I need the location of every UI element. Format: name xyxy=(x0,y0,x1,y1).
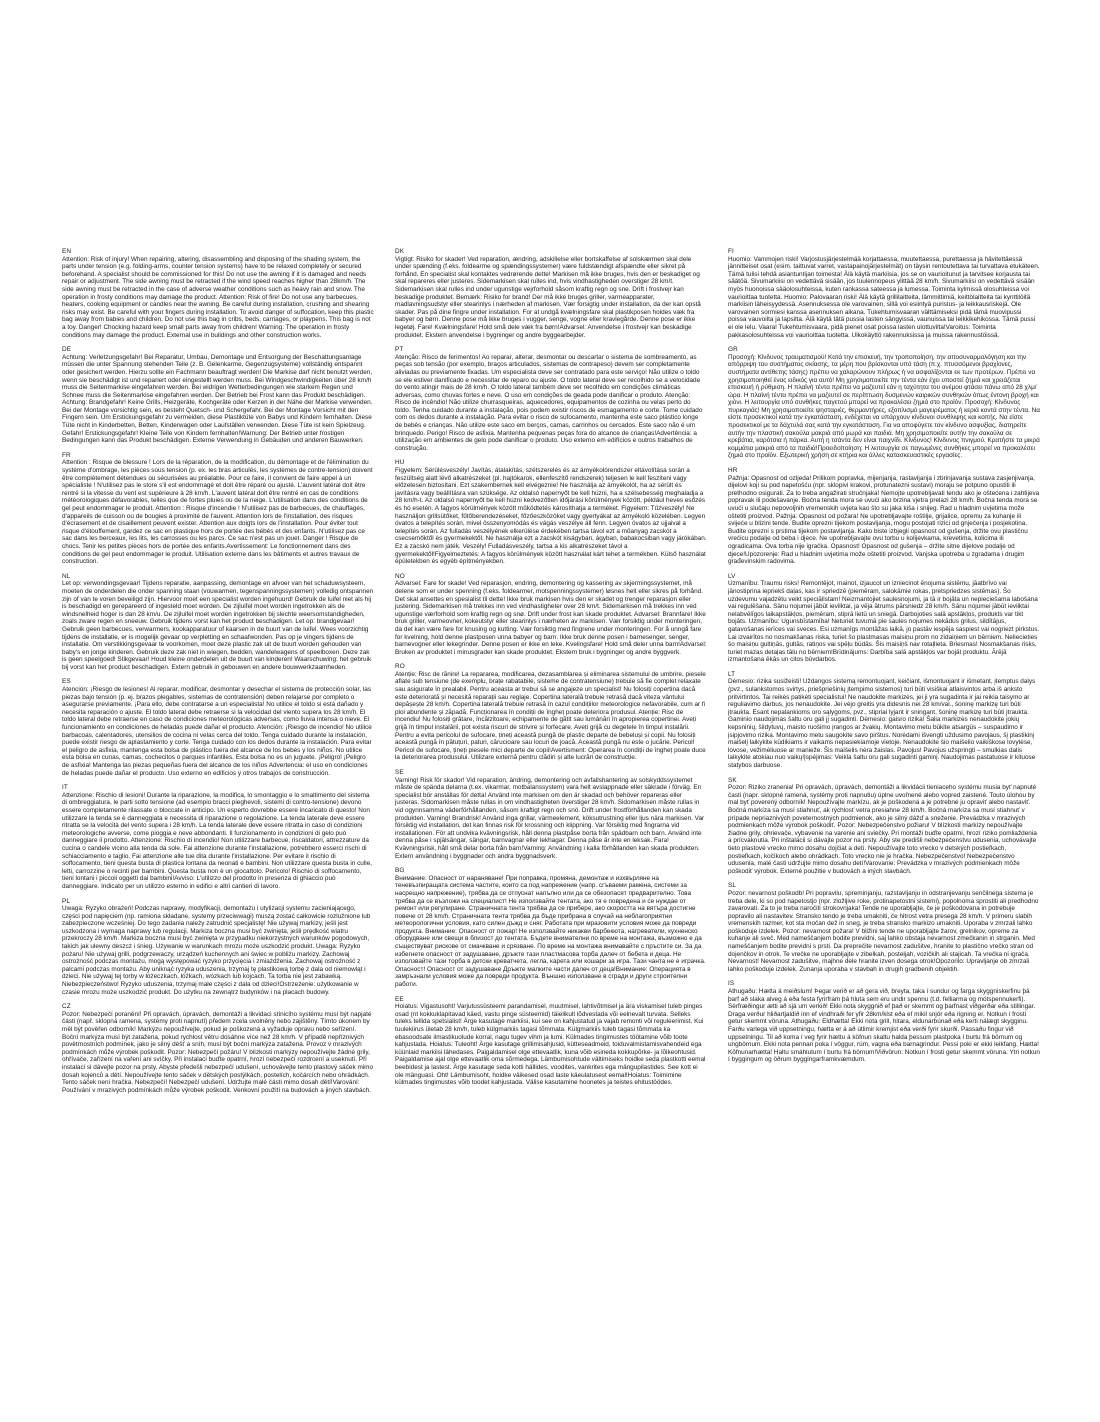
language-code: LV xyxy=(728,572,736,580)
warning-text: Pažnja: Opasnost od ozljeda! Prilikom popravka, mijenjanja, rastavljanja i zbrinjavanja sustava zasjenjivanja, dijelovi koji su pod napetošću (npr. sklopivi krakovi, protunatezni sustavi) moraju se potpuno opustiti ili prethodno osigurati. Za to treba angažirati stručnjaka! Nemojte upotrebljavati tendu ako je oštećena i zahtijeva popravak ili podešavanje. Bočna tenda mora se uvući ako brzina vjetra prelazi 28 km/h. Bočna tenda mora se uvući u slučaju nepovoljnih vremenskih uvjeta kao što su jaka kiša i snijeg. Rad u hladnim uvjetima može oštetiti proizvod. Pažnja: Opasnost od požara! Ne upotrebljavajte roštilje, grijalice, opremu za kuhanje ili svijeće u blizini tende. Budite oprezni tijekom postavljanja, mogu postojati rizici od gnječenja i posjekotina. Budite oprezni s prstima tijekom postavljanja. Kako biste izbjegli opasnost od gušenja, držite ovu plastičnu vrećicu podalje od beba i djece. Ne upotrebljavajte ovu torbu u kolijevkama, krevetima, kolicima ili ogradicama. Ova torba nije igračka. Opasnost! Opasnost od gušenja – držite sitne dijelove podalje od djece!Upozorenje: Rad u hladnim uvjetima može oštetiti proizvod. Vanjska upotreba u zgradama i drugim građevinskim radovima. xyxy=(728,474,1040,566)
language-code: SK xyxy=(728,776,737,784)
section-fr xyxy=(62,452,374,566)
section-pl xyxy=(62,898,374,997)
section-en xyxy=(62,248,374,339)
warning-text: Attention : Risque de blessure ! Lors de la réparation, de la modification, du démontage et de l'élimination du système d'ombrage, les pièces sous tension (p. ex. les bras articulés, les systèmes de contre-tension) doivent être complètement détendues ou sécurisées au préalable. Pour ce faire, il convient de faire appel à un spécialiste ! N'utilisez pas le store s'il est endommagé et doit être réparé ou ajusté. L'auvent latéral doit être rentré si la vitesse du vent est supérieure à 28 km/h. L'auvent latéral doit être rentré en cas de conditions météorologiques défavorables, telles que de fortes pluies ou de la neige. L'utilisation dans des conditions de gel peut endommager le produit. Attention : Risque d'incendie ! N'utilisez pas de barbecues, de chauffages, d'appareils de cuisson ou de bougies à proximité de l'auvent. Attention lors de l'installation, des risques d'écrasement et de cisaillement peuvent exister. Attention aux doigts lors de l'installation. Pour éviter tout risque d'étouffement, gardez ce sac en plastique hors de portée des bébés et des enfants. N'utilisez pas ce sac dans les berceaux, les lits, les carrosses ou les parcs. Ce sac n'est pas un jouet. Danger ! Risque de chocs. Tenir les petites pièces hors de portée des enfants.Avertissement: Le fonctionnement dans des conditions de gel peut endommager le produit. Utilisation externe dans les bâtiments et autres travaux de construction. xyxy=(62,459,373,566)
language-code: SL xyxy=(728,882,737,890)
language-code: PL xyxy=(62,897,71,905)
section-nl xyxy=(62,573,374,672)
warning-text: Hoiatus: Vigastusoht! Varjutussüsteemi parandamisel, muutmisel, lahtivõtmisel ja ära viskamisel tuleb pinges osad (nt kokkuklapitavad käed, vastu pinge süsteemid) täielikult lõdvestada või eelnevalt turvata. Selleks tuleks tellida spetsialist! Ärge kasutage markiisi, kui see on kahjustatud ja vajab remonti või reguleerimist. Kui tuulekiirus ületab 28 km/h, tuleb külgmarkiis tagasi tõmmata. Külgmarkiis tuleb tagasi tõmmata ka ebasoodsate ilmastikuolude korral, nagu tugev vihm ja lumi. Külmades tingimustes töötamine võib toote kahjustada. Hoiatus: Tuleoht! Ärge kasutage grillimisahjusid, kütteseadmeid, toiduvalmistamisvahendeid ega küünlaid markiisi lähedases. Paigaldamisel olge ettevaatlik, kuna võib esineda kokkupõrke- ja lõikeohtusid. Paigaldamise ajal olge ettevaatlik oma sõrmedega. Lämbumisohtude vältimiseks hoidke seda plastkotti eemal beebidest ja lastest. Ärge kasutage seda kotti hällides, voodites, vankrites ega mängupilastides. See kott ei ole mänguasi. Oht! Lämbumisoht, hoidke väikesed osad laste käeulatusest eemal!Hoiatus: Toimimine külmades tingimustes võib toodet kahjustada. Välise kasutamine hoonetes ja teistes ehitustöödes. xyxy=(395,1003,706,1087)
section-ee xyxy=(395,996,707,1087)
warning-text: Achtung: Verletzungsgefahr! Bei Reparatur, Umbau, Demontage und Entsorgung der Beschattungsanlage müssen die unter Spannung stehenden Teile (z. B. Gelenkarme, Gegenzugsysteme) vollständig entspannt oder gesichert werden. Hierzu sollte ein Fachmann beauftragt werden! Die Markise darf nicht benutzt werden, wenn sie beschädigt ist und repariert oder eingestellt werden muss. Bei Windgeschwindigkeiten über 28 km/h muss die Seitenmarkise eingefahren werden. Bei widrigen Wetterbedingungen wie starkem Regen und Schnee muss die Seitenmarkise eingefahren werden. Der Betrieb bei Frost kann das Produkt beschädigen. Achtung: Brandgefahr! Keine Grills, Heizgeräte, Kochgeräte oder Kerzen in der Nähe der Markise verwenden. Bei der Montage vorsichtig sein, es besteht Quetsch- und Schergefahr. Bei der Montage Vorsicht mit den Fingern sein. Um Erstickungsgefahr zu vermeiden, diese Plastiktüte von Babys und Kindern fernhalten. Diese Tüte nicht in Kinderbetten, Betten, Kinderwagen oder Laufställen verwenden. Diese Tüte ist kein Spielzeug. Gefahr! Erstickungsgefahr! Kleine Teile von Kindern fernhalten!Warnung: Der Betrieb unter frostigen Bedingungen kann das Produkt beschädigen. Externe Verwendung in Gebäuden und anderen Bauwerken. xyxy=(62,353,373,445)
language-code: FI xyxy=(728,248,734,255)
language-code: PT xyxy=(395,346,404,354)
language-code: LT xyxy=(728,670,736,678)
section-fi xyxy=(728,248,1040,339)
language-code: ES xyxy=(62,678,71,686)
warning-text: Pozor: Nebezpečí poranění! Při opravách, úpravách, demontáži a likvidaci stínicího systému musí být napjaté části (např. sklopná ramena, systémy proti napnutí) předem zcela uvolněny nebo zajištěny. Tímto úkonem by měl být pověřen odborník! Markýzu nepoužívejte, pokud je poškozená a vyžaduje opravu nebo seřízení. Boční markýza musí být zatažena, pokud rychlost větru dosáhne více než 28 km/h. V případě nepříznivých povětrnostních podmínek, jako je silný déšť a sníh, musí být boční markýza zatažena. Provoz v mrazivých podmínkách může výrobek poškodit. Pozor: Nebezpečí požáru! V blízkosti markýzy nepoužívejte žádné grily, ohřívače, zařízení na vaření ani svíčky. Při instalaci buďte opatrní, hrozí nebezpečí rozdrcení a useknutí. Při instalaci si dávejte pozor na prsty. Abyste předešli nebezpečí udušení, uchovávejte tento plastový sáček mimo dosah kojenců a dětí. Nepoužívejte tento sáček v dětských postýlkách, postelích, kočárcích nebo ohrádkách. Tento sáček není hračka. Nebezpečí! Nebezpečí udušení. Udržujte malé části mimo dosah dětí!Varování: Používání v mrazivých podmínkách může výrobek poškodit. Venkovní použití na budovách a jiných stavbách. xyxy=(62,1010,374,1094)
multilingual-safety-notice xyxy=(62,248,1042,1398)
language-code: SE xyxy=(395,769,404,776)
section-no xyxy=(395,573,707,657)
language-code: HU xyxy=(395,459,405,467)
warning-text: Atenção: Risco de ferimentos! Ao reparar, alterar, desmontar ou descartar o sistema de sombreamento, as peças sob tensão (por exemplo, braços articulados, sistemas de contrapeso) devem ser completamente aliviadas ou previamente fixadas. Um especialista deve ser contratado para este serviço! Não utilize o toldo se ele estiver danificado e necessitar de reparo ou ajuste. O toldo lateral deve ser recolhido se a velocidade do vento atingir mais de 28 km/h. O toldo lateral também deve ser recolhido em condições climáticas adversas, como chuvas fortes e neve. O uso em condições de geada pode danificar o produto. Atenção: Risco de incêndio! Não utilize churrasqueiras, aquecedores, equipamentos de cozinha ou velas perto do toldo. Tenha cuidado durante a instalação, pois podem existir riscos de esmagamento e corte. Tome cuidado com os dedos durante a instalação. Para evitar o risco de sufocamento, mantenha este saco plástico longe de bebês e crianças. Não utilize este saco em berços, camas, carrinhos ou cercados. Este saco não é um brinquedo. Perigo! Risco de asfixia. Mantenha pequenas peças fora do alcance de crianças!Advertência: a utilização em ambientes de gelo pode danificar o produto. Uso externo em edifícios e outros trabalhos de construção. xyxy=(395,353,703,452)
language-code: CZ xyxy=(62,1003,71,1011)
section-lt xyxy=(728,671,1040,770)
language-code: IS xyxy=(728,980,735,988)
section-bg xyxy=(395,867,707,989)
section-pt xyxy=(395,346,707,452)
column-2 xyxy=(395,248,707,1094)
warning-text: Внимание: Опасност от нараняване! При поправка, промяна, демонтаж и изхвърляне на теневъзпиращата система частите, които са под напрежение (напр. сгъваеми рамена, системи за насрещно напрежение), трябва да се отпуснат напълно или да се обезопасят предварително. Това трябва да се възложи на специалист! Не използвайте тентата, ако тя е повредена и се нуждае от ремонт или регулиране. Страничната тента трябва да се прибере, ако скоростта на вятъра достигне повече от 28 km/h. Страничната тента трябва да бъде прибрана в случай на неблагоприятни метеорологични условия, като силен дъжд и сняг. Работата при мразовити условия може да повреди продукта. Внимание: Опасност от пожар! Не използвайте никакви барбекюта, нагреватели, кухненско оборудване или свещи в близост до тентата. Бъдете внимателни по време на монтажа, възможно е да съществуват рискове от смачкване и срязване. По време на монтажа внимавайте с пръстите си. За да избегнете опасност от задушаване, дръжте тази пластмасова торба далеч от бебета и деца. Не използвайте тази торба в детски креватчета, легла, карета или кошари за игра. Тази чанта не е играчка. Опасност! Опасност от задушаване Дръжте малките части далеч от деца!Внимание: Операцията в замръзнали условия може да повреди продукта. Външно използване в сгради и други строителни работи. xyxy=(395,874,706,989)
warning-text: Pozor: Riziko zranenia! Pri opravách, úpravách, demontáži a likvidácii tieniaceho systému musia byť napnuté časti (napr. sklopné ramená, systémy proti napnutiu) úplne uvoľnené alebo vopred zaistené. Touto úlohou by mal byť poverený odborník! Nepoužívajte markízu, ak je poškodená a je potrebné ju opraviť alebo nastaviť. Bočná markíza sa musí stiahnuť, ak rýchlosť vetra presiahne 28 km/h. Bočná markíza sa musí stiahnuť v prípade nepriaznivých poveternostných podmienok, ako je silný dážď a sneženie. Prevádzka v mrazivých podmienkach môže výrobok poškodiť. Pozor: Nebezpečenstvo požiaru! V blízkosti markízy nepoužívajte žiadne grily, ohrievače, vybavenie na varenie ani sviečky. Pri montáži buďte opatrní, hrozí riziko pomliaždenia a prícvaknutia. Pri inštalácii si dávajte pozor na prsty. Aby ste predišli nebezpečenstvu udusenia, uchovávajte tieto plastové vrecko mimo dosahu dojčiat a detí. Nepoužívajte toto vrecko v detských postieľkach, postieľkach, kočíkoch alebo ohrádkach. Toto vrecko nie je hračka. Nebezpečenstvo! Nebezpečenstvo udusenia, malé časti udržujte mimo dosahu detí!Varovanie: Prevádzka v mrazivých podmienkach môže poškodiť výrobok. Externé použitie v budovách a iných stavbách. xyxy=(728,784,1037,875)
warning-text: Varning! Risk för skador! Vid reparation, ändring, demontering och avfallshantering av solskyddssystemet måste de spända delarna (t.ex. vikarmar, motbalanssystem) vara helt avslappnade eller säkrade i förväg. En specialist bör anställas för detta! Använd inte markisen om den är skadad och behöver repareras eller justeras. Sidomarkisen måste rullas in om vindhastigheten överstiger 28 km/h. Sidomarkisen måste rullas in vid ogynnsamma väderförhållanden, såsom kraftigt regn och snö. Drift under frostförhållanden kan skada produkten. Varning! Brandrisk! Använd inga grillar, värmeelement, köksutrustning eller ljus nära markisen. Var försiktig vid installation, det kan finnas risk för krossning och klippning. Var försiktig med fingrarna vid installationen. För att undvika kvävningsrisk, håll denna plastpåse borta från spädbarn och barn. Använd inte denna påse i spjälsängar, sängar, barnvagnar eller lekhagar. Denna påse är inte en leksak. Fara! Kvävningsrisk, håll små delar borta från barn!Varning: Användning i kalla förhållanden kan skada produkten. Extern användning i byggnader och andra byggnadsverk. xyxy=(395,776,705,860)
warning-text: Uwaga: Ryzyko obrażeń! Podczas naprawy, modyfikacji, demontażu i utylizacji systemu zacieniającego, części pod napięciem (np. ramiona składane, systemy przeciwwagi) muszą zostać całkowicie rozluźnione lub zabezpieczone wcześniej. Do tego zadania należy zatrudnić specjalistę! Nie używaj markizy, jeśli jest uszkodzona i wymaga naprawy lub regulacji. Markiza boczna musi być zwinięta, jeśli prędkość wiatru przekroczy 28 km/h. Markiza boczna musi być zwinięta w przypadku niekorzystnych warunków pogodowych, takich jak ulewny deszcz i śnieg. Używanie w warunkach mrozu może uszkodzić produkt. Uwaga: Ryzyko pożaru! Nie używaj grilli, podgrzewaczy, urządzeń kuchennych ani świec w pobliżu markizy. Zachowaj ostrożność podczas montażu, mogą występować ryzyko przycięcia i zmiażdżenia. Zachowaj ostrożność z palcami podczas montażu. Aby uniknąć ryzyka uduszenia, trzymaj tę plastikową torbę z dala od niemowląt i dzieci. Nie używaj tej torby w łóżeczkach, łóżkach, wózkach lub kojcach. Ta torba nie jest zabawką. Niebezpieczeństwo! Ryzyko uduszenia, trzymaj małe części z dala od dzieci!Ostrzeżenie: użytkowanie w czasie mrozu może uszkodzić produkt. Do użytku na zewnątrz budynków i na placach budowy. xyxy=(62,905,371,996)
section-sl xyxy=(728,882,1040,973)
language-code: DK xyxy=(395,248,405,255)
section-se xyxy=(395,769,707,860)
warning-text: Atenție: Risc de rănire! La repararea, modificarea, dezasamblarea și eliminarea sistemului de umbrire, piesele aflate sub tensiune (de exemplu, brațe rabatabile, sisteme de contratensiune) trebuie să fie complet relaxate sau asigurate în prealabil. Pentru aceasta ar trebui să se angajeze un specialist! Nu folosiți copertina dacă este deteriorată și necesită reparații sau reglaje. Copertina laterală trebuie retrasă dacă viteza vântului depășește 28 km/h. Copertina laterală trebuie retrasă în cazul condițiilor meteorologice nefavorabile, cum ar fi ploi abundente și zăpadă. Funcționarea în condiții de îngheț poate deteriora produsul. Atenție: Risc de incendiu! Nu folosiți grătare, încălzitoare, echipamente de gătit sau lumânări în apropierea copertinei. Aveți grijă în timpul instalării, pot exista riscuri de strivire și forfecare. Aveți grijă cu degetele în timpul instalării. Pentru a evita pericolul de sufocare, țineți această pungă de plastic departe de bebeluși și copii. Nu folosiți această pungă în pătuțuri, paturi, cărucioare sau locuri de joacă. Această pungă nu este o jucărie. Pericol! Pericol de sufocare, țineți piesele mici departe de copii!Avertisment: Operarea în condiții de îngheț poate duce la deteriorarea produsului. Utilizare externă pentru clădiri și alte lucrări de construcție. xyxy=(395,670,706,762)
section-gr xyxy=(728,346,1040,460)
section-it xyxy=(62,784,374,890)
language-code: BG xyxy=(395,867,405,875)
language-code: DE xyxy=(62,346,72,354)
section-dk xyxy=(395,248,707,339)
column-3 xyxy=(728,248,1040,1071)
warning-text: Pozor: nevarnost poškodb! Pri popravilu, spreminjanju, razstavljanju in odstranjevanju senčilnega sistema je treba dele, ki so pod napetostjo (npr. zložljive roke, protinapetostni sistemi), popolnoma sprostiti ali predhodno zavarovati. Za to je treba naročiti strokovnjaka! Tende ne uporabljajte, če je poškodovana in potrebuje popravilo ali nastavitev. Stransko tendo je treba umakniti, če hitrost vetra presega 28 km/h. V primeru slabih vremenskih razmer, kot sta močan dež in sneg, je treba stransko markizo umakniti. Uporaba v zmrzali lahko poškoduje izdelek. Pozor: nevarnost požara! V bližini tende ne uporabljajte žarov, grelnikov, opreme za kuhanje ali sveč. Med nameščanjem bodite previdni, saj lahko obstaja nevarnost zmečkanin in strganin. Med nameščanjem bodite previdni s prsti. Da preprečite nevarnost zadušitve, hranite to plastično vrečko stran od dojenčkov in otrok. Te vrečke ne uporabljajte v zibelkah, posteljah, vozičkih ali stajicah. Ta vrečka ni igrača. Nevarnost! Nevarnost zadušitve, majhne dele hranite izven dosega otrok!Opozorilo: Upravljanje ob zmrzali lahko poškoduje izdelek. Zunanja uporaba v stavbah in drugih gradbenih objektih. xyxy=(728,889,1039,973)
language-code: RO xyxy=(395,663,405,671)
warning-text: Athugaðu: Hætta á meiðslum! Þegar verið er að gera við, breyta, taka í sundur og farga skyggniskerfinu þá þarf að slaka alveg á eða festa fyrirfram þá hluta sem eru undir spennu (t.d. felliarma og mótspennukerfi). Sérfræðingur ætti að sjá um verkið! Ekki nota skyggnið ef það er skemmt og þarfnast viðgerðar eða stillingar. Draga verður hliðartjaldið inn ef vindhraði fer yfir 28km/klst eða ef mikil snjór eða rigning er. Notkun í frosti getur skemmt vöruna. Athugaðu: Eldhætta! Ekki nota grill, hitara, eldunarbúnað eða kerti nálægt skygginu. Farðu varlega við uppsetningu, hætta er á að útlimir kremjist eða verði fyrir skurði. Passaðu fingur við uppsetningu. Til að koma í veg fyrir hættu á köfnun skaltu halda þessum plastpoka í burtu frá börnum og ungbörnum. Ekki nota pennan poka í vöggur, rúm, vagna eða barnagrindur. Pessi poki er ekki leikfang. Hætta! Köfnunarhætta! Haltu smáhlutum í burtu frá börnum!Viðvörun: Notkun í frosti getur skemmt vöruna. Ytri notkun í byggingum og öðrum byggingarframkvæmdum. xyxy=(728,988,1040,1064)
warning-text: Vigtigt: Risiko for skader! Ved reparation, ændring, adskillelse eller bortskaffelse af solskærmen skal dele under spænding (f.eks. foldearme og spændingssystemer) være fuldstændigt afspændte eller sikret på forhånd. En specialist skal kontaktes vedrørende dette! Markisen må ikke bruges, hvis den er beskadiget og skal repareres eller justeres. Sidemarkisen skal rulles ind, hvis vindhastigheden overstiger 28 km/t. Sidemarkisen skal rulles ind under ugunstige vejrforhold såsom kraftig regn og sne. Drift i frostvejr kan beskadige produktet. Bemærk: Risiko for brand! Der må ikke bruges griller, varmeapparater, madlavningsudstyr eller stearinlys i nærheden af markisen. Vær forsigtig under installation, da der kan opstå skader. Pas på dine fingre under installation. For at undgå kvælningsfare skal plastikposen holdes væk fra babyer og børn. Denne pose må ikke bruges i vugger, senge, vogne eller kravlegårde. Denne pose er ikke legetøj. Fare! Kvælningsfare! Hold små dele væk fra børn!Advarsel: Anvendelse i frostvejr kan beskadige produktet. Ekstern anvendelse i bygninger og andre byggearbejder. xyxy=(395,255,701,339)
warning-text: Προσοχή: Κίνδυνος τραυματισμού! Κατά την επισκευή, την τροποποίηση, την αποσυναρμολόγηση και την απόρριψη του συστήματος σκίασης, τα μέρη που βρίσκονται υπό τάση (π.χ. πτυσσόμενοι βραχίονες, συστήματα αντίθετης τάσης) πρέπει να χαλαρώνουν πλήρως ή να ασφαλίζονται εκ των προτέρων. Πρέπει να χρησιμοποιηθεί ένας ειδικός για αυτό! Μη χρησιμοποιείτε την τέντα εάν έχει υποστεί ζημιά και χρειάζεται επισκευή ή ρύθμιση. Η πλαϊνή τέντα πρέπει να μαζευτεί εάν η ταχύτητα του ανέμου φτάσει πάνω από 28 χλμ/ώρα. Η πλαϊνή τέντα πρέπει να μαζευτεί σε περίπτωση δυσμενών καιρικών συνθηκών όπως έντονη βροχή και χιόνι. Η λειτουργία υπό συνθήκες παγετού μπορεί να προκαλέσει ζημιά στο προϊόν. Προσοχή: Κίνδυνος πυρκαγιάς! Μη χρησιμοποιείτε ψησταριές, θερμαντήρες, εξοπλισμό μαγειρέματος ή κεριά κοντά στην τέντα. Να είστε προσεκτικοί κατά την εγκατάσταση, ενδέχεται να υπάρχουν κίνδυνοι συνθλιψης και κοπής. Να είστε προσεκτικοί με τα δάχτυλά σας κατά την εγκατάσταση. Για να αποφύγετε τον κίνδυνο ασφυξίας, διατηρείτε αυτήν την πλαστική σακούλα μακριά από μωρά και παιδιά. Μη χρησιμοποιείτε αυτήν την σακούλα σε κρεβάτια, καρότσια ή πάρκα. Αυτή η τσάντα δεν είναι παιχνίδι. Κίνδυνος! Κίνδυνος πνιγμού. Κρατήστε τα μικρά κομμάτια μακριά από τα παιδιά!Προειδοποίηση: Η λειτουργία σε παγωμένες συνθήκες μπορεί να προκαλέσει ζημιά στο προϊόν. Εξωτερική χρήση σε κτήρια και άλλες κατασκευαστικές εργασίες. xyxy=(728,353,1040,460)
section-hu xyxy=(395,459,707,565)
section-es xyxy=(62,678,374,777)
warning-text: Dėmesio: rizika susižeisti! Uždangos sistemą remontuojant, keičiant, išmontuojant ir išmetant, įtemptus dalys (pvz., sulankstomos svirtys, priešpriešinių įtempimo sistemos) turi būti visiškai atlaisvintos arba iš anksto pritvirtintos. Tai reikės patikėti specialistui! Ne naudokite markizės, jei ji yra sugadinta ir jai reikia taisymo ar reguliavimo darbus, jos nenaudokite. Jei vėjo greitis yra didesnis nei 28 km/val., šoninę markizę turi būti įtraukta. Esant nepalankioms oro sąlygoms, pvz., stipriai lyjant ir sningant, šoninę markizę turi būti įtraukta. Gaminio naudojimas šaltu oru gali jį sugadinti. Dėmesio: gaisro rizika! Šalia markizės nenaudokite jokių kepsninių, šildytuvų, maisto ruošimo įrangos ar žvakių. Montavimo metu būkite atsargūs – suspaudimo ir įsipjovimo rizika. Montavimo metu saugokite savo pirštus. Norėdami išvengti uždusimo pavojaus, šį plastikinį maišelį laikykite kūdikiams ir vaikams nepasiekiamoje vietoje. Nenaudokite šio maišelio vaikiškose lovytėse, lovose, vežimėliuose ar manieže. Šis maišelis nėra žaislas. Pavojus! Pavojus užspringti – smulkias dalis laikykite atokiau nuo vaikų!Įspėjimas: Veikla šaltu oru gali sugadinti gaminį. Naudojimas pastatuose ir kituose statybos darbuose. xyxy=(728,678,1036,769)
warning-text: Huomio: Vammojen riski! Varjostusjärjestelmää korjattaessa, muutettaessa, purettaessa ja hävitettäessä jännitteiset osat (esim. taittuvat varret, vastapainojärjestelmät) on täysin rentoutettava tai turvattava etukäteen. Tämä tulisi tehdä asiantuntijan toimesta! Älä käytä markiisia, jos se on vaurioitunut ja tarvitsee korjausta tai säätöä. Sivumarkiisi on vedettävä sisään, jos tuulennopeus ylittää 28 km/h. Sivumarkiisi on vedettävä sisään myös huonoissa sääolosuhteissa, kuten rankassa sateessa ja lumessa. Toiminta kylmissä olosuhteissa voi vaurioittaa tuotetta. Huomio: Palovaaran riski! Älä käytä grillilaitteita, lämmittimiä, keittölaitteita tai kynttilöitä markiisin läheisyydessä. Asennuksessa ole varovainen, sillä voi esiintyä puristus- ja leikkausriskejä. Ole varovainen sormiesi kanssa asennuksen aikana. Tukehtumisvaaran välttämiseksi pidä tämä muovipussi poissa vauvoilta ja lapsilta. Älä käytä tätä pussia lasten sängyissä, vaunuissa tai leikkikehikossa. Tämä pussi ei ole lelu. Vaara! Tukehtumisvaara, pidä pienet osat poissa lasten ulottuvilta!Varoitus: Toiminta pakkasolosuhteissa voi vaurioittaa tuotetta. Ulkokäyttö rakennuksissa ja muissa rakennustöissä. xyxy=(728,255,1040,339)
warning-text: Attenzione: Rischio di lesioni! Durante la riparazione, la modifica, lo smontaggio e lo smaltimento del sistema di ombreggiatura, le parti sotto tensione (ad esempio bracci pieghevoli, sistemi di contro-tensione) devono essere completamente rilassate o bloccate in anticipo. Un esperto dovrebbe essere incaricato di questo! Non utilizzare la tenda se è danneggiata e necessita di riparazione o regolazione. La tenda laterale deve essere ritratta se la velocità del vento supera i 28 km/h. La tenda laterale deve essere ritratta in caso di condizioni meteorologiche avverse, come pioggia e neve abbondanti. Il funzionamento in condizioni di gelo può danneggiare il prodotto. Attenzione: Rischio di incendio! Non utilizzare barbecue, riscaldatori, attrezzature da cucina o candele vicino alla tenda da sole. Fai attenzione durante l'installazione, potrebbero esserci rischi di schiacciamento e taglio. Fai attenzione alle tue dita durante l'installazione. Per evitare il rischio di soffocamento, tieni questa busta di plastica lontana da neonati e bambini. Non utilizzare questa busta in culle, letti, carrozzine o recinti per bambini. Questa busta non è un giocattolo. Pericolo! Rischio di soffocamento, tieni lontani i piccoli oggetti dai bambini!Avviso: L'utilizzo del prodotto in presenza di ghiaccio può danneggiare. Indicato per un utilizzo esterno in edifici e altri cantieri di lavoro. xyxy=(62,791,373,890)
language-code: HR xyxy=(728,467,738,475)
language-code: NO xyxy=(395,572,405,580)
warning-text: Let op: verwondingsgevaar! Tijdens reparatie, aanpassing, demontage en afvoer van het schaduwsysteem, moeten de onderdelen die onder spanning staan (vouwarmen, tegenspanningssystemen) volledig ontspannen zijn of van te voren beveiligd zijn. Hiervoor moet een specialist worden ingehuurd! Gebruik de luifel niet als hij is beschadigd en gerepareerd of ingesteld moet worden. De zijluifel moet worden ingetrokken als de windsnelheid hoger is dan 28 km/u. De zijluifel moet worden ingetrokken bij slechte weersomstandigheden, zoals zware regen en sneeuw. Gebruik tijdens vorst kan het product beschadigen. Let op: brandgevaar! Gebruik geen barbecues, verwarmers, kookapparatuur of kaarsen in de buurt van de luifel. Wees voorzichtig tijdens de installatie, er is mogelijk gevaar op verpletting en schaafwonden. Pas op je vingers tijdens de installatie. Om verstikkingsgevaar te voorkomen, moet deze plastic zak uit de buurt worden gehouden van baby's en jonge kinderen. Gebruik deze zak niet in wiegen, bedden, wandelwagens of speelboxen. Deze zak is geen speelgoed! Stikgevaar! Houd kleine onderdelen uit de buurt van kinderen! Waarschuwing: het gebruik bij vorst kan het product beschadigen. Extern gebruik in gebouwen en andere bouwwerkzaamheden. xyxy=(62,580,374,671)
warning-text: Atención: ¡Riesgo de lesiones! Al reparar, modificar, desmontar y desechar el sistema de protección solar, las piezas bajo tensión (p. ej. brazos plegables, sistemas de contratensión) deben relajarse por completo o asegurarse previamente. ¡Para ello, debe contratarse a un especialista! No utilice el toldo si está dañado y necesita reparación o ajuste. El toldo lateral debe retraerse si la velocidad del viento supera los 28 km/h. El toldo lateral debe retraerse en caso de condiciones meteorológicas adversas, como lluvia intensa o nieve. El funcionamiento en condiciones de heladas puede dañar el producto. Atención: ¡Riesgo de incendio! No utilice barbacoas, calentadores, utensilios de cocina ni velas cerca del toldo. Tenga cuidado durante la instalación, puede existir riesgo de aplastamiento y corte. Tenga cuidado con los dedos durante la instalación. Para evitar el peligro de asfixia, mantenga esta bolsa de plástico fuera del alcance de los bebés y los niños. No utilice esta bolsa en cunas, camas, cochecitos o parques infantiles. Esta bolsa no es un juguete. ¡Peligro! ¡Peligro de asfixia! Mantenga las piezas pequeñas fuera del alcance de los niños Advertencia: el uso en condiciones de heladas puede dañar el producto. Uso externo en edificios y otros trabajos de construcción. xyxy=(62,686,372,777)
section-hr xyxy=(728,467,1040,566)
language-code: FR xyxy=(62,451,71,459)
section-sk xyxy=(728,777,1040,876)
section-de xyxy=(62,346,374,445)
warning-text: Advarsel: Fare for skade! Ved reparasjon, endring, demontering og kassering av skjermingssystemet, må delene som er under spenning (f.eks. foldearmer, motspenningssystemer) løsnes helt eller sikres på forhånd. Det skal ansettes en spesialist til dette! Ikke bruk markisen hvis den er skadet og trenger reparasjon eller justering. Sidemarkisen må trekkes inn ved vindhastigheter over 28 km/t. Sidemarkisen må trekkes inn ved ugunstige værforhold som kraftig regn og snø. Drift under frost kan skade produktet. Advarsel: Brannfare! Ikke bruk griller, varmeovner, kokeutstyr eller stearinlys i nærheten av markisen. Vær forsiktig under monteringen, da det kan være fare for knusing og kutting. Vær forsiktig med fingrene under monteringen. For å unngå fare for kvelning, hold denne plastposen unna babyer og barn. Ikke bruk denne posen i barnesenger, senger, barnevogner eller lekegrinder. Denne posen er ikke en leke. Kvelingsfare! Hold små deler unna barn!Advarsel: Bruken av produktet i minusgrader kan skade produktet. Ekstern bruk i bygninger og andre byggverk. xyxy=(395,580,707,656)
column-1 xyxy=(62,248,374,1101)
language-code: EE xyxy=(395,995,404,1003)
language-code: EN xyxy=(62,248,72,255)
warning-text: Uzmanību: Traumu risks! Remontējot, mainot, izjaucot un izniecinot ēnojuma sistēmu, jāatbrīvo vai jānostiprina iepriekš daļas, kas ir spriedzē (piemēram, salokāmie rokas, pretspriedzes sistēmas). Šo uzdevumu vajadzētu veikt speciālistam! Neizmantojiet saulesnojumi, ja tā ir bojāta un nepieciešama labošana vai regulēšana. Sānu nojumei jābūt ievilktai, ja vēja ātrums pārsniedz 28 km/h. Sānu nojumei jābūt ievilktai nelabvēlīgos laikapstākļos, piemēram, stiprā lietū un sniegā. Darbojoties salā apstākļos, produkts var tikt bojāts. Uzmanību: Ugunsbīstamība! Neturiet tuvumā pie saules nojumes nekādus grilus, sildītājus, gatavošanas ierīces vai sveces. Esi uzmanīgs montāžas laikā, jo pastāv iespēja saspiest vai nogriezt pirkstus. Lai izvairītos no nosmakšanas riska, turiet šo plastmasas maisiņu prom no zīdaiņiem un bērniem. Neliecieties šo maisiņu gultiņās, gultās, ratiņos vai spēļu būdās. Šis maisiņš nav rotaļlieta. Briesmas! Nosmakšanas risks, turiet mazas detaļas tālu no bērniem!Brīdinājums: Darbība salā apstākļos var bojāt produktu. Ārējā izmantošana ēkās un citos būvdarbos. xyxy=(728,580,1040,664)
section-cz xyxy=(62,1003,374,1094)
language-code: GR xyxy=(728,346,738,354)
language-code: IT xyxy=(62,784,68,792)
section-lv xyxy=(728,573,1040,664)
warning-text: Figyelem: Sérülésveszély! Javítás, átalakítás, szétszerelés és az árnyékolórendszer eltávolítása során a feszültség alatt lévő alkatrészeket (pl. hajtókarok, ellenfeszítő rendszerek) teljesen le kell feszíteni vagy előzetesen biztosítani. Ezt szakembernek kell elvégeznie! Ne használja az árnyékolót, ha az sérült és javításra vagy beállításra van szüksége. Az oldalsó napernyőt be kell húzni, ha a szélsebesség meghaladja a 28 km/h-t. Az oldalsó napernyőt be kell húzni kedvezőtlen időjárási körülmények között, például heves esőzés és hó esetén. A fagyos körülmények között működtetés károsíthatja a terméket. Figyelem: Tűzveszély! Ne használjon grillsütőket, fűtőberendezéseket, főzőeszközöket vagy gyertyákat az árnyékoló közelében. Legyen óvatos a telepítés során, mivel összenyomódás és vágás veszélye áll fenn. Legyen óvatos az ujjaival a telepítés során. Az fulladás veszélyének elkerülése érdekében tartsa távol ezt a műanyag zacskót a csecsemőktől és gyermekektől. Ne használja ezt a zacskót kiságyban, ágyban, babakocsiban vagy járókában. Ez a zacskó nem játék. Veszély! Fulladásveszély, tartsa a kis alkatrészeket távol a gyermekektől!Figyelmeztetés: A fagyos körülmények között használat kárt tehet a termékben. Külső használat épületekben és egyéb építményekben. xyxy=(395,467,707,566)
section-ro xyxy=(395,663,707,762)
section-is xyxy=(728,980,1040,1064)
language-code: NL xyxy=(62,572,71,580)
warning-text: Attention: Risk of injury! When repairing, altering, disassembling and disposing of the shading system, the parts under tension (e.g. folding-arms, counter tension systems) have to be relaxed completely or secured beforehand. A specialist should be commissioned for this! Do not use the awning if it is damaged and needs repair or adjustment. The side awning must be retracted if the wind speed reaches higher than 28km/h. The side awning must be retracted in the case of adverse weather conditions such as heavy rain and snow. The operation in frosty conditions may damage the product. Attention: Risk of fire! Do not use any barbecues, heaters, cooking equipment or candles near the awning. Be careful during installation, crushing and shearing risks may exist. Be careful with your fingers during installation. To avoid danger of suffocation, keep this plastic bag away from babies and children. Do not use this bag in cribs, beds, carriages, or playpens. This bag is not a toy. Danger! Chocking hazard keep small parts away from children! Warning: The operation in frosty conditions may damage the product. External use in buildings and other construction works. xyxy=(62,255,374,339)
